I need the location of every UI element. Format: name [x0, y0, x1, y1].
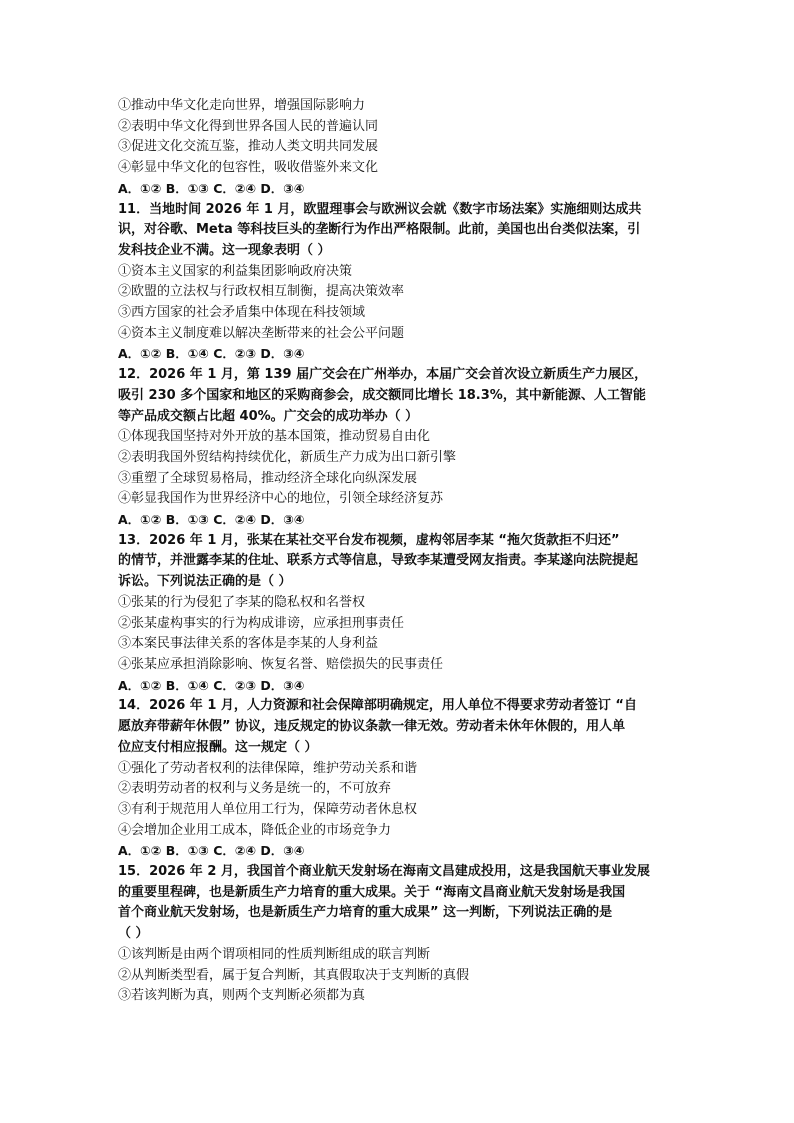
question-stem-line: 15．2026 年 2 月，我国首个商业航天发射场在海南文昌建成投用，这是我国航天事业发展 — [118, 864, 650, 880]
question-stem-line: 12．2026 年 1 月，第 139 届广交会在广州举办，本届广交会首次设立新质生产力展区， — [118, 367, 648, 383]
option-3: ③重塑了全球贸易格局，推动经济全球化向纵深发展 — [118, 470, 418, 486]
option-4: ④彰显我国作为世界经济中心的地位，引领全球经济复苏 — [118, 491, 444, 507]
question-stem-line: 愿放弃带薪年休假” 协议，违反规定的协议条款一律无效。劳动者未休年休假的，用人单 — [118, 719, 626, 735]
question-stem-line: （ ） — [118, 926, 149, 942]
question-stem-line: 等产品成交额占比超 40%。广交会的成功举办（ ） — [118, 408, 419, 424]
question-stem-line: 11．当地时间 2026 年 1 月，欧盟理事会与欧洲议会就《数字市场法案》实施细则达成共 — [118, 201, 642, 217]
option-2: ②从判断类型看，属于复合判断，其真假取决于支判断的真假 — [118, 967, 470, 983]
question-stem-line: 发科技企业不满。这一现象表明（ ） — [118, 242, 331, 258]
question-stem-line: 的重要里程碑，也是新质生产力培育的重大成果。关于 “海南文昌商业航天发射场是我国 — [118, 884, 626, 900]
option-1: ①该判断是由两个谓项相同的性质判断组成的联言判断 — [118, 946, 431, 962]
question-stem-line: 吸引 230 多个国家和地区的采购商参会，成交额同比增长 18.3%，其中新能源、人工智能 — [118, 387, 646, 403]
option-3: ③本案民事法律关系的客体是李某的人身利益 — [118, 636, 379, 652]
answer-choices: A．①② B．①④ C．②③ D．③④ — [118, 346, 305, 362]
option-3: ③若该判断为真，则两个支判断必须都为真 — [118, 988, 366, 1004]
question-stem-line: 14．2026 年 1 月，人力资源和社会保障部明确规定，用人单位不得要求劳动者签订 “自 — [118, 698, 637, 714]
question-stem-line: 的情节，并泄露李某的住址、联系方式等信息，导致李某遭受网友指责。李某遂向法院提起 — [118, 553, 639, 569]
option-1: ①强化了劳动者权利的法律保障，维护劳动关系和谐 — [118, 760, 418, 776]
option-3: ③西方国家的社会矛盾集中体现在科技领域 — [118, 305, 366, 321]
option-4: ④资本主义制度难以解决垄断带来的社会公平问题 — [118, 325, 405, 341]
option-3: ③促进文化交流互鉴，推动人类文明共同发展 — [118, 139, 379, 155]
question-11 — [118, 200, 688, 366]
option-4: ④会增加企业用工成本，降低企业的市场竞争力 — [118, 822, 392, 838]
answer-choices: A．①② B．①③ C．②④ D．③④ — [118, 843, 305, 859]
option-2: ②表明劳动者的权利与义务是统一的，不可放弃 — [118, 781, 392, 797]
option-1: ①资本主义国家的利益集团影响政府决策 — [118, 263, 353, 279]
question-stem-line: 首个商业航天发射场，也是新质生产力培育的重大成果” 这一判断，下列说法正确的是 — [118, 905, 613, 921]
option-2: ②表明我国外贸结构持续优化，新质生产力成为出口新引擎 — [118, 449, 457, 465]
option-2: ②欧盟的立法权与行政权相互制衡，提高决策效率 — [118, 284, 405, 300]
prev-question-block — [118, 96, 688, 200]
exam-page — [118, 96, 688, 1007]
question-15 — [118, 862, 688, 1007]
option-2: ②张某虚构事实的行为构成诽谤，应承担刑事责任 — [118, 615, 405, 631]
answer-choices: A．①② B．①③ C．②④ D．③④ — [118, 180, 305, 196]
question-stem-line: 诉讼。下列说法正确的是（ ） — [118, 574, 292, 590]
question-stem-line: 13．2026 年 1 月，张某在某社交平台发布视频，虚构邻居李某 “拖欠货款拒不归还” — [118, 532, 620, 548]
question-stem-line: 位应支付相应报酬。这一规定（ ） — [118, 739, 318, 755]
question-stem-line: 识，对谷歌、Meta 等科技巨头的垄断行为作出严格限制。此前，美国也出台类似法案，引 — [118, 222, 641, 238]
answer-choices: A．①② B．①④ C．②③ D．③④ — [118, 677, 305, 693]
option-1: ①推动中华文化走向世界，增强国际影响力 — [118, 98, 366, 113]
option-1: ①张某的行为侵犯了李某的隐私权和名誉权 — [118, 594, 366, 610]
option-1: ①体现我国坚持对外开放的基本国策，推动贸易自由化 — [118, 429, 431, 445]
option-2: ②表明中华文化得到世界各国人民的普遍认同 — [118, 118, 379, 134]
answer-choices: A．①② B．①③ C．②④ D．③④ — [118, 512, 305, 528]
question-13 — [118, 531, 688, 697]
option-3: ③有利于规范用人单位用工行为，保障劳动者休息权 — [118, 801, 418, 817]
option-4: ④彰显中华文化的包容性，吸收借鉴外来文化 — [118, 160, 379, 176]
question-14 — [118, 696, 688, 862]
option-4: ④张某应承担消除影响、恢复名誉、赔偿损失的民事责任 — [118, 656, 444, 672]
question-12 — [118, 365, 688, 531]
